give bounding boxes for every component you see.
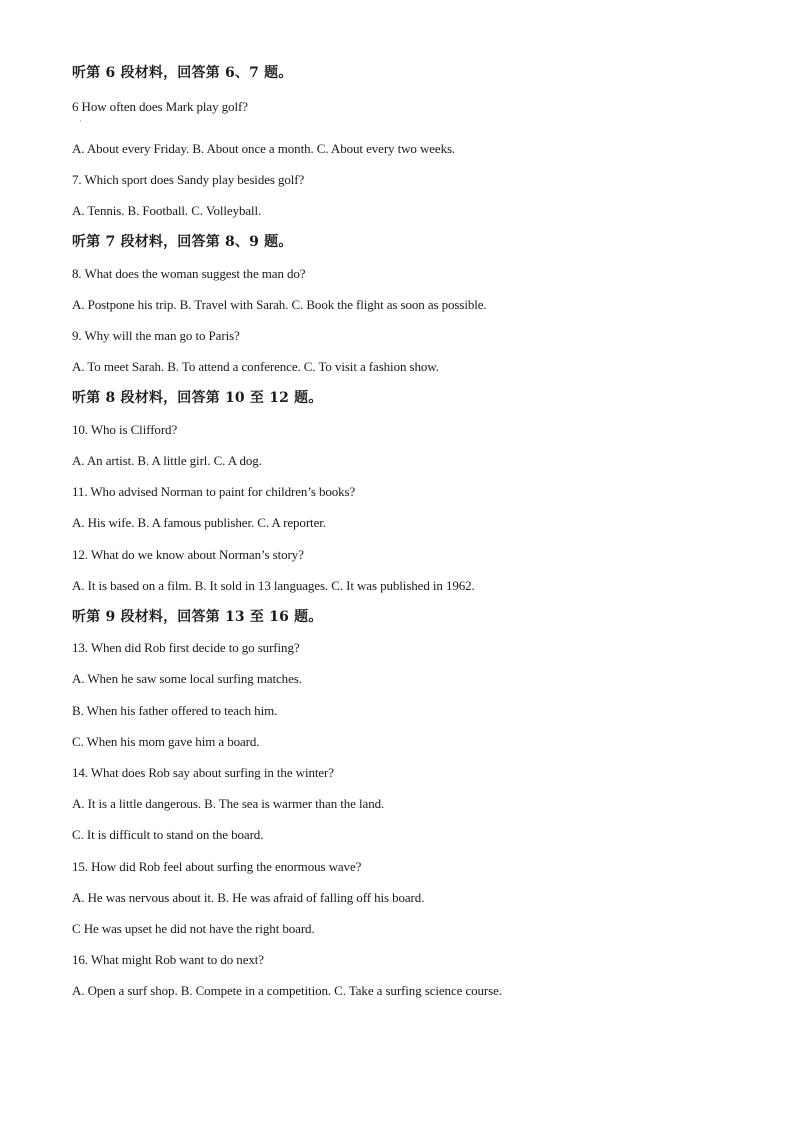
answer-options: A. When he saw some local surfing matches. — [72, 671, 302, 686]
section-heading: 听第 7 段材料，回答第 8、9 题。 — [72, 234, 293, 250]
question-text: 14. What does Rob say about surfing in the winter? — [72, 765, 334, 780]
section-heading: 听第 9 段材料，回答第 13 至 16 题。 — [72, 609, 323, 625]
answer-options: A. Tennis. B. Football. C. Volleyball. — [72, 203, 262, 218]
question-text: 12. What do we know about Norman’s story? — [72, 547, 304, 562]
answer-options: C He was upset he did not have the right board. — [72, 921, 315, 936]
question-text: 9. Why will the man go to Paris? — [72, 328, 240, 343]
answer-options: A. His wife. B. A famous publisher. C. A reporter. — [72, 515, 326, 530]
question-text: 11. Who advised Norman to paint for children’s books? — [72, 484, 356, 499]
answer-options: A. To meet Sarah. B. To attend a conference. C. To visit a fashion show. — [72, 359, 439, 374]
question-text: 10. Who is Clifford? — [72, 422, 178, 437]
section-heading: 听第 8 段材料，回答第 10 至 12 题。 — [72, 390, 323, 406]
answer-options: C. When his mom gave him a board. — [72, 734, 260, 749]
question-text: 16. What might Rob want to do next? — [72, 952, 264, 967]
question-text: 6 How often does Mark play golf? — [72, 99, 248, 114]
question-text: 13. When did Rob first decide to go surfing? — [72, 640, 300, 655]
answer-options: A. An artist. B. A little girl. C. A dog. — [72, 453, 262, 468]
answer-options: A. It is based on a film. B. It sold in 13 languages. C. It was published in 1962. — [72, 578, 475, 593]
answer-options: A. About every Friday. B. About once a month. C. About every two weeks. — [72, 141, 456, 156]
section-heading: 听第 6 段材料，回答第 6、7 题。 — [72, 65, 293, 81]
answer-options: C. It is difficult to stand on the board. — [72, 827, 264, 842]
question-text: 7. Which sport does Sandy play besides golf? — [72, 172, 305, 187]
stray-dot-mark: · — [79, 117, 82, 126]
question-text: 8. What does the woman suggest the man do? — [72, 266, 306, 281]
answer-options: A. Open a surf shop. B. Compete in a competition. C. Take a surfing science course. — [72, 983, 502, 998]
answer-options: A. He was nervous about it. B. He was afraid of falling off his board. — [72, 890, 425, 905]
answer-options: B. When his father offered to teach him. — [72, 703, 278, 718]
answer-options: A. It is a little dangerous. B. The sea is warmer than the land. — [72, 796, 385, 811]
answer-options: A. Postpone his trip. B. Travel with Sarah. C. Book the flight as soon as possible. — [72, 297, 487, 312]
question-text: 15. How did Rob feel about surfing the enormous wave? — [72, 859, 362, 874]
